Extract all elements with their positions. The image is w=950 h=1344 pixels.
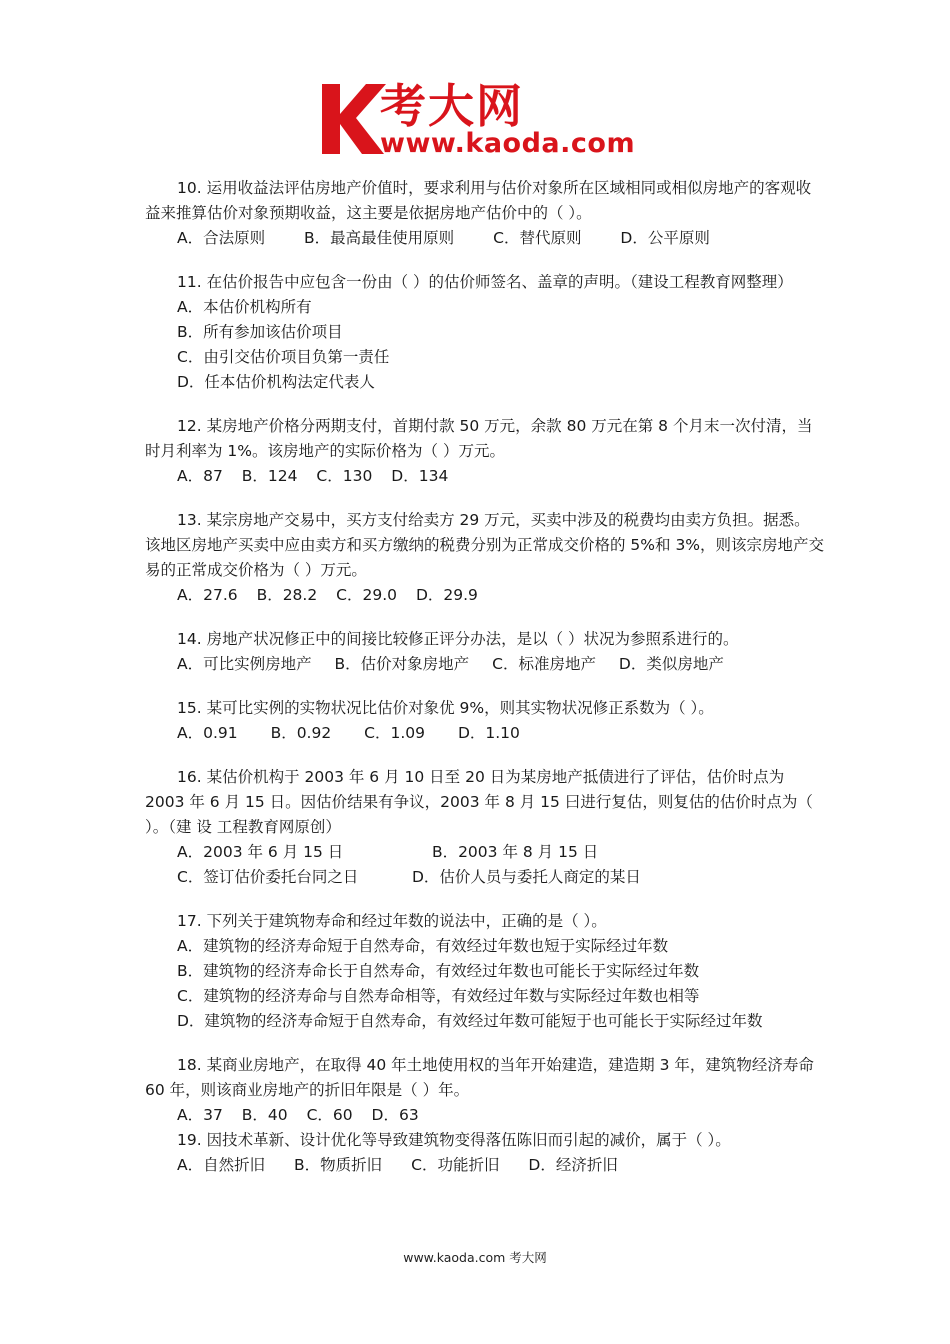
- option-d: D．公平原则: [620, 229, 710, 247]
- option-a: A．27.6: [177, 586, 238, 604]
- brand-url: www.kaoda.com: [380, 128, 636, 159]
- option-b: B．40: [241, 1106, 288, 1124]
- question-list: [145, 176, 825, 1197]
- option-b: B．估价对象房地产: [334, 655, 470, 673]
- option-a: A．87: [177, 467, 223, 485]
- option-c: C．由引交估价项目负第一责任: [177, 348, 390, 366]
- question-13: [145, 508, 825, 608]
- question-15: [145, 696, 825, 746]
- option-a: A．0.91: [177, 724, 238, 742]
- option-b: B．0.92: [270, 724, 332, 742]
- question-stem: 17. 下列关于建筑物寿命和经过年数的说法中，正确的是（ ）。: [177, 912, 607, 930]
- question-stem: 18. 某商业房地产，在取得 40 年土地使用权的当年开始建造，建造期 3 年，建筑物经济寿命 60 年，则该商业房地产的折旧年限是（ ）年。: [145, 1056, 814, 1099]
- option-b: B．28.2: [256, 586, 318, 604]
- option-a: A．合法原则: [177, 229, 266, 247]
- question-stem: 10. 运用收益法评估房地产价值时，要求利用与估价对象所在区域相同或相似房地产的客观收益来推算估价对象预期收益，这主要是依据房地产估价中的（ ）。: [145, 179, 812, 222]
- option-row: [145, 652, 825, 677]
- question-12: [145, 414, 825, 489]
- option-d: D．经济折旧: [528, 1156, 618, 1174]
- question-stem: 14. 房地产状况修正中的间接比较修正评分办法，是以（ ）状况为参照系进行的。: [177, 630, 739, 648]
- option-b: B．2003 年 8 月 15 日: [431, 843, 599, 861]
- option-b: B．所有参加该估价项目: [177, 323, 343, 341]
- option-c: C．替代原则: [493, 229, 582, 247]
- option-d: D．估价人员与委托人商定的某日: [411, 868, 641, 886]
- option-b: B．物质折旧: [294, 1156, 383, 1174]
- option-row: [145, 1103, 825, 1128]
- option-d: D．134: [391, 467, 449, 485]
- option-row: [145, 865, 825, 890]
- option-a: A．37: [177, 1106, 223, 1124]
- option-a: A．本估价机构所有: [177, 298, 312, 316]
- option-b: B．最高最佳使用原则: [304, 229, 455, 247]
- option-c: C．标准房地产: [492, 655, 596, 673]
- option-c: C．1.09: [364, 724, 425, 742]
- option-a: A．可比实例房地产: [177, 655, 312, 673]
- option-c: C．功能折旧: [411, 1156, 500, 1174]
- option-d: D．任本估价机构法定代表人: [177, 373, 375, 391]
- option-a: A．自然折旧: [177, 1156, 266, 1174]
- option-row: [145, 721, 825, 746]
- question-stem: 15. 某可比实例的实物状况比估价对象优 9%，则其实物状况修正系数为（ ）。: [177, 699, 714, 717]
- question-19: [145, 1128, 825, 1178]
- question-stem: 16. 某估价机构于 2003 年 6 月 10 日至 20 日为某房地产抵债进行了评估，估价时点为 2003 年 6 月 15 日。因估价结果有争议，2003 年 8 月 15 曰进行复估，则复估的估价时点为（ ）。（建 设 工程教育网原创）: [145, 768, 813, 836]
- option-c: C．60: [306, 1106, 353, 1124]
- option-d: D．建筑物的经济寿命短于自然寿命，有效经过年数可能短于也可能长于实际经过年数: [177, 1012, 763, 1030]
- option-c: C．130: [316, 467, 373, 485]
- page-footer: www.kaoda.com 考大网: [403, 1250, 547, 1265]
- option-d: D．类似房地产: [618, 655, 724, 673]
- option-a: A．建筑物的经济寿命短于自然寿命，有效经过年数也短于实际经过年数: [177, 937, 669, 955]
- question-14: [145, 627, 825, 677]
- question-11: [145, 270, 825, 395]
- option-a: A．2003 年 6 月 15 日: [177, 843, 344, 861]
- question-stem: 11. 在估价报告中应包含一份由（ ）的估价师签名、盖章的声明。（建设工程教育网整理）: [177, 273, 793, 291]
- option-row: [145, 226, 825, 251]
- question-18: [145, 1053, 825, 1128]
- question-stem: 13. 某宗房地产交易中，买方支付给卖方 29 万元，买卖中涉及的税费均由卖方负担。据悉。该地区房地产买卖中应由卖方和买方缴纳的税费分别为正常成交价格的 5%和 3%，则该宗房地产交易的正常成交价格为（ ）万元。: [145, 511, 825, 579]
- brand-name: 考大网: [380, 79, 524, 133]
- question-16: [145, 765, 825, 890]
- option-d: D．29.9: [415, 586, 478, 604]
- option-b: B．124: [241, 467, 298, 485]
- option-c: C．签订估价委托台同之日: [177, 868, 359, 886]
- option-row: [145, 840, 825, 865]
- k-logo-icon: [318, 78, 388, 160]
- question-stem: 19. 因技术革新、设计优化等导致建筑物变得落伍陈旧而引起的减价，属于（ ）。: [177, 1131, 731, 1149]
- kaoda-logo: [318, 78, 638, 160]
- option-d: D．63: [371, 1106, 419, 1124]
- option-d: D．1.10: [457, 724, 520, 742]
- option-row: [145, 464, 825, 489]
- question-stem: 12. 某房地产价格分两期支付，首期付款 50 万元，余款 80 万元在第 8 个月末一次付清，当时月利率为 1%。该房地产的实际价格为（ ）万元。: [145, 417, 813, 460]
- option-c: C．29.0: [336, 586, 397, 604]
- option-row: [145, 583, 825, 608]
- question-10: [145, 176, 825, 251]
- option-row: [145, 1153, 825, 1178]
- option-b: B．建筑物的经济寿命长于自然寿命，有效经过年数也可能长于实际经过年数: [177, 962, 700, 980]
- question-17: [145, 909, 825, 1034]
- option-c: C．建筑物的经济寿命与自然寿命相等，有效经过年数与实际经过年数也相等: [177, 987, 700, 1005]
